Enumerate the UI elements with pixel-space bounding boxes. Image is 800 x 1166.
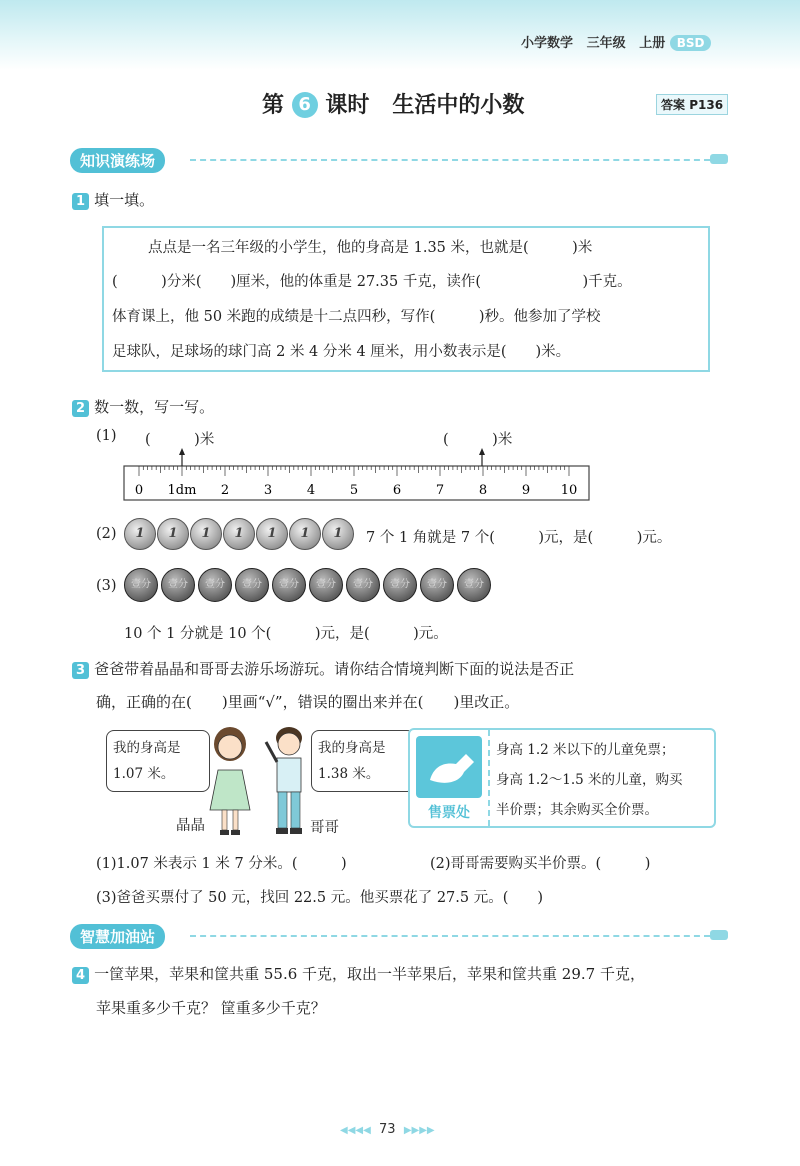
- girl-name: 晶晶: [176, 818, 205, 834]
- dime-coin-icon: 1: [157, 518, 189, 550]
- lesson-number: 6: [292, 92, 318, 118]
- right-arrows-icon: ▶▶▶▶: [403, 1125, 435, 1136]
- section-divider: [190, 159, 710, 161]
- fill-line: ( )分米( )厘米，他的体重是 27.35 千克，读作( )千克。: [112, 274, 632, 290]
- ruler-label: 5: [349, 483, 359, 498]
- title-prefix: 第: [262, 93, 285, 118]
- answer-reference: [656, 94, 728, 115]
- girl-speech-bubble: [106, 730, 210, 792]
- fen-coin-icon: 壹分: [309, 568, 343, 602]
- ticket-icon: [416, 736, 482, 798]
- bubble-text: 1.38 米。: [318, 766, 380, 782]
- ticket-office-label: 售票处: [428, 805, 470, 821]
- answer-label: 答案: [661, 98, 686, 112]
- bubble-text: 我的身高是: [113, 740, 181, 756]
- edition-badge: BSD: [670, 35, 712, 51]
- ruler: [118, 448, 594, 506]
- fen-coin-icon: 壹分: [198, 568, 232, 602]
- boy-speech-bubble: [311, 730, 415, 792]
- ruler-label: 4: [306, 483, 316, 498]
- ruler-arrow-a-head: [179, 448, 185, 455]
- dime-text: 7 个 1 角就是 7 个( )元，是( )元。: [366, 530, 672, 546]
- page-number: 73: [379, 1122, 396, 1137]
- pencil-icon: [710, 930, 728, 940]
- section-knowledge-practice: 知识演练场: [70, 148, 165, 173]
- fen-coin-icon: 壹分: [124, 568, 158, 602]
- ruler-blank-a: ( )米: [145, 432, 215, 448]
- statement-1: (1)1.07 米表示 1 米 7 分米。( ): [96, 856, 347, 872]
- page-title: [262, 88, 524, 119]
- boy-illustration: [264, 722, 314, 840]
- page-footer: [340, 1122, 435, 1137]
- question-1: [72, 189, 154, 210]
- statement-2: (2)哥哥需要购买半价票。( ): [430, 856, 651, 872]
- fill-in-box: [102, 226, 710, 372]
- question-text-cont: 苹果重多少千克？ 筐重多少千克？: [96, 999, 326, 1017]
- fill-line: 体育课上，他 50 米跑的成绩是十二点四秒，写作( )秒。他参加了学校: [112, 309, 601, 325]
- question-prompt: 爸爸带着晶晶和哥哥去游乐场游玩。请你结合情境判断下面的说法是否正: [94, 660, 575, 678]
- question-prompt-cont: 确，正确的在( )里画“√”，错误的圈出来并在( )里改正。: [96, 693, 520, 711]
- header-info: [521, 32, 711, 51]
- ticket-rule: 身高 1.2 米以下的儿童免票；: [496, 742, 675, 758]
- ruler-label: 6: [392, 483, 402, 498]
- lesson-name: 生活中的小数: [392, 93, 525, 118]
- answer-page: P136: [689, 98, 724, 112]
- ruler-arrow-b-head: [479, 448, 485, 455]
- part-label: (2): [96, 526, 117, 542]
- dime-coin-icon: 1: [223, 518, 255, 550]
- section-wisdom-station: 智慧加油站: [70, 924, 165, 949]
- dime-coins: [124, 518, 364, 552]
- ruler-label: 0: [134, 483, 144, 498]
- fen-coins: [124, 568, 504, 604]
- dime-coin-icon: 1: [190, 518, 222, 550]
- fen-coin-icon: 壹分: [161, 568, 195, 602]
- question-text: 一筐苹果，苹果和筐共重 55.6 千克，取出一半苹果后，苹果和筐共重 29.7 千克，: [94, 965, 645, 983]
- dime-coin-icon: 1: [256, 518, 288, 550]
- question-prompt: 数一数，写一写。: [94, 398, 215, 416]
- ruler-label: 8: [478, 483, 488, 498]
- dime-coin-icon: 1: [322, 518, 354, 550]
- question-number: 2: [72, 400, 89, 417]
- dime-coin-icon: 1: [124, 518, 156, 550]
- part-label: (3): [96, 578, 117, 594]
- ruler-label: 9: [521, 483, 531, 498]
- ruler-label: 1dm: [167, 483, 197, 498]
- fen-coin-icon: 壹分: [457, 568, 491, 602]
- title-suffix: 课时: [325, 93, 370, 118]
- fen-coin-icon: 壹分: [235, 568, 269, 602]
- fill-line: 足球队，足球场的球门高 2 米 4 分米 4 厘米，用小数表示是( )米。: [112, 344, 571, 360]
- ruler-label: 2: [220, 483, 230, 498]
- pencil-icon: [710, 154, 728, 164]
- boy-name: 哥哥: [310, 820, 339, 836]
- left-arrows-icon: ◀◀◀◀: [340, 1125, 371, 1136]
- bubble-text: 我的身高是: [318, 740, 386, 756]
- ruler-label: 7: [435, 483, 445, 498]
- ruler-label: 10: [560, 483, 578, 498]
- question-number: 1: [72, 193, 89, 210]
- fen-text: 10 个 1 分就是 10 个( )元，是( )元。: [124, 626, 448, 642]
- ticket-divider: [488, 730, 490, 826]
- ticket-rules-box: [408, 728, 716, 828]
- question-prompt: 填一填。: [94, 191, 155, 209]
- section-divider: [190, 935, 710, 937]
- ticket-rule: 半价票；其余购买全价票。: [496, 802, 658, 818]
- bubble-text: 1.07 米。: [113, 766, 175, 782]
- question-3: [72, 658, 574, 679]
- ruler-blank-b: ( )米: [443, 432, 513, 448]
- question-number: 4: [72, 967, 89, 984]
- header-volume: 上册: [639, 36, 666, 51]
- fen-coin-icon: 壹分: [346, 568, 380, 602]
- header-grade: 三年级: [586, 36, 626, 51]
- part-label: (1): [96, 428, 117, 444]
- header-subject: 小学数学: [521, 36, 574, 51]
- dime-coin-icon: 1: [289, 518, 321, 550]
- question-4: [72, 963, 645, 984]
- fill-line: 点点是一名三年级的小学生，他的身高是 1.35 米，也就是( )米: [148, 240, 593, 256]
- fen-coin-icon: 壹分: [420, 568, 454, 602]
- fen-coin-icon: 壹分: [383, 568, 417, 602]
- ticket-rule: 身高 1.2～1.5 米的儿童，购买: [496, 772, 683, 788]
- ruler-label: 3: [263, 483, 273, 498]
- fen-coin-icon: 壹分: [272, 568, 306, 602]
- question-2: [72, 396, 214, 417]
- question-number: 3: [72, 662, 89, 679]
- girl-illustration: [200, 722, 260, 840]
- statement-3: (3)爸爸买票付了 50 元，找回 22.5 元。他买票花了 27.5 元。( ): [96, 890, 544, 906]
